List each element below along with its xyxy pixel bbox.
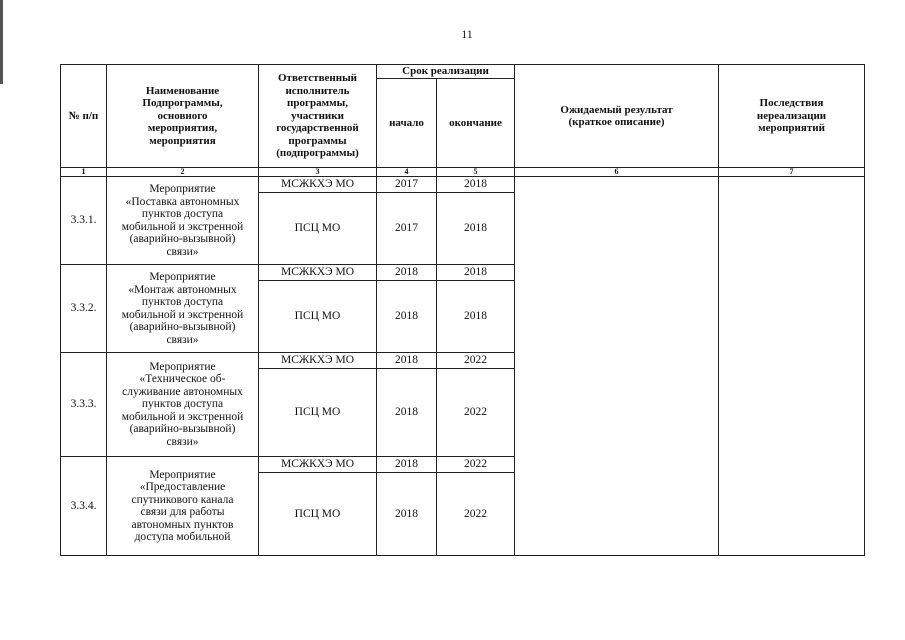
end-year: 2018	[437, 281, 515, 353]
start-year: 2018	[377, 281, 437, 353]
column-number: 3	[259, 168, 377, 177]
executor: ПСЦ МО	[259, 193, 377, 265]
end-year: 2022	[437, 353, 515, 369]
header-col-start: начало	[377, 79, 437, 168]
expected-result-cell	[515, 177, 719, 556]
column-number: 6	[515, 168, 719, 177]
executor: МСЖКХЭ МО	[259, 353, 377, 369]
executor: ПСЦ МО	[259, 281, 377, 353]
start-year: 2018	[377, 473, 437, 556]
column-number: 4	[377, 168, 437, 177]
start-year: 2018	[377, 369, 437, 457]
executor: ПСЦ МО	[259, 369, 377, 457]
row-number: 3.3.2.	[61, 265, 107, 353]
start-year: 2017	[377, 177, 437, 193]
row-number: 3.3.1.	[61, 177, 107, 265]
table-row	[61, 177, 865, 193]
row-number: 3.3.3.	[61, 353, 107, 457]
header-col-executor: Ответственный исполнитель программы, участники государственной программы (подпрограммы)	[259, 65, 377, 168]
end-year: 2022	[437, 473, 515, 556]
row-number: 3.3.4.	[61, 457, 107, 556]
header-term-group: Срок реализации	[377, 65, 515, 79]
scan-edge-mark	[0, 0, 3, 84]
executor: МСЖКХЭ МО	[259, 265, 377, 281]
header-col-result: Ожидаемый результат (краткое описание)	[515, 65, 719, 168]
executor: МСЖКХЭ МО	[259, 177, 377, 193]
end-year: 2018	[437, 265, 515, 281]
page-number: 11	[461, 27, 473, 41]
header-col-name: Наименование Подпрограммы, основного мероприятия, мероприятия	[107, 65, 259, 168]
column-number: 5	[437, 168, 515, 177]
column-number: 1	[61, 168, 107, 177]
end-year: 2022	[437, 369, 515, 457]
start-year: 2018	[377, 457, 437, 473]
header-row-1	[61, 65, 865, 79]
end-year: 2018	[437, 193, 515, 265]
activity-name: Мероприятие «Предоставление спутникового канала связи для работы автономных пунктов доступа мобильной	[107, 457, 259, 556]
end-year: 2018	[437, 177, 515, 193]
activity-name: Мероприятие «Монтаж автономных пунктов доступа мобильной и экстренной (аварийно-вызывной) связи»	[107, 265, 259, 353]
activity-name: Мероприятие «Техническое об- служивание автономных пунктов доступа мобильной и экстренной (аварийно-вызывной) связи»	[107, 353, 259, 457]
program-table	[60, 64, 865, 556]
consequences-cell	[719, 177, 865, 556]
start-year: 2018	[377, 353, 437, 369]
column-number-row	[61, 168, 865, 177]
end-year: 2022	[437, 457, 515, 473]
executor: ПСЦ МО	[259, 473, 377, 556]
executor: МСЖКХЭ МО	[259, 457, 377, 473]
header-col-consequences: Последствия нереализации мероприятий	[719, 65, 865, 168]
start-year: 2018	[377, 265, 437, 281]
activity-name: Мероприятие «Поставка автономных пунктов доступа мобильной и экстренной (аварийно-вызывной) связи»	[107, 177, 259, 265]
header-col-end: окончание	[437, 79, 515, 168]
column-number: 7	[719, 168, 865, 177]
column-number: 2	[107, 168, 259, 177]
start-year: 2017	[377, 193, 437, 265]
header-col-num: № п/п	[61, 65, 107, 168]
